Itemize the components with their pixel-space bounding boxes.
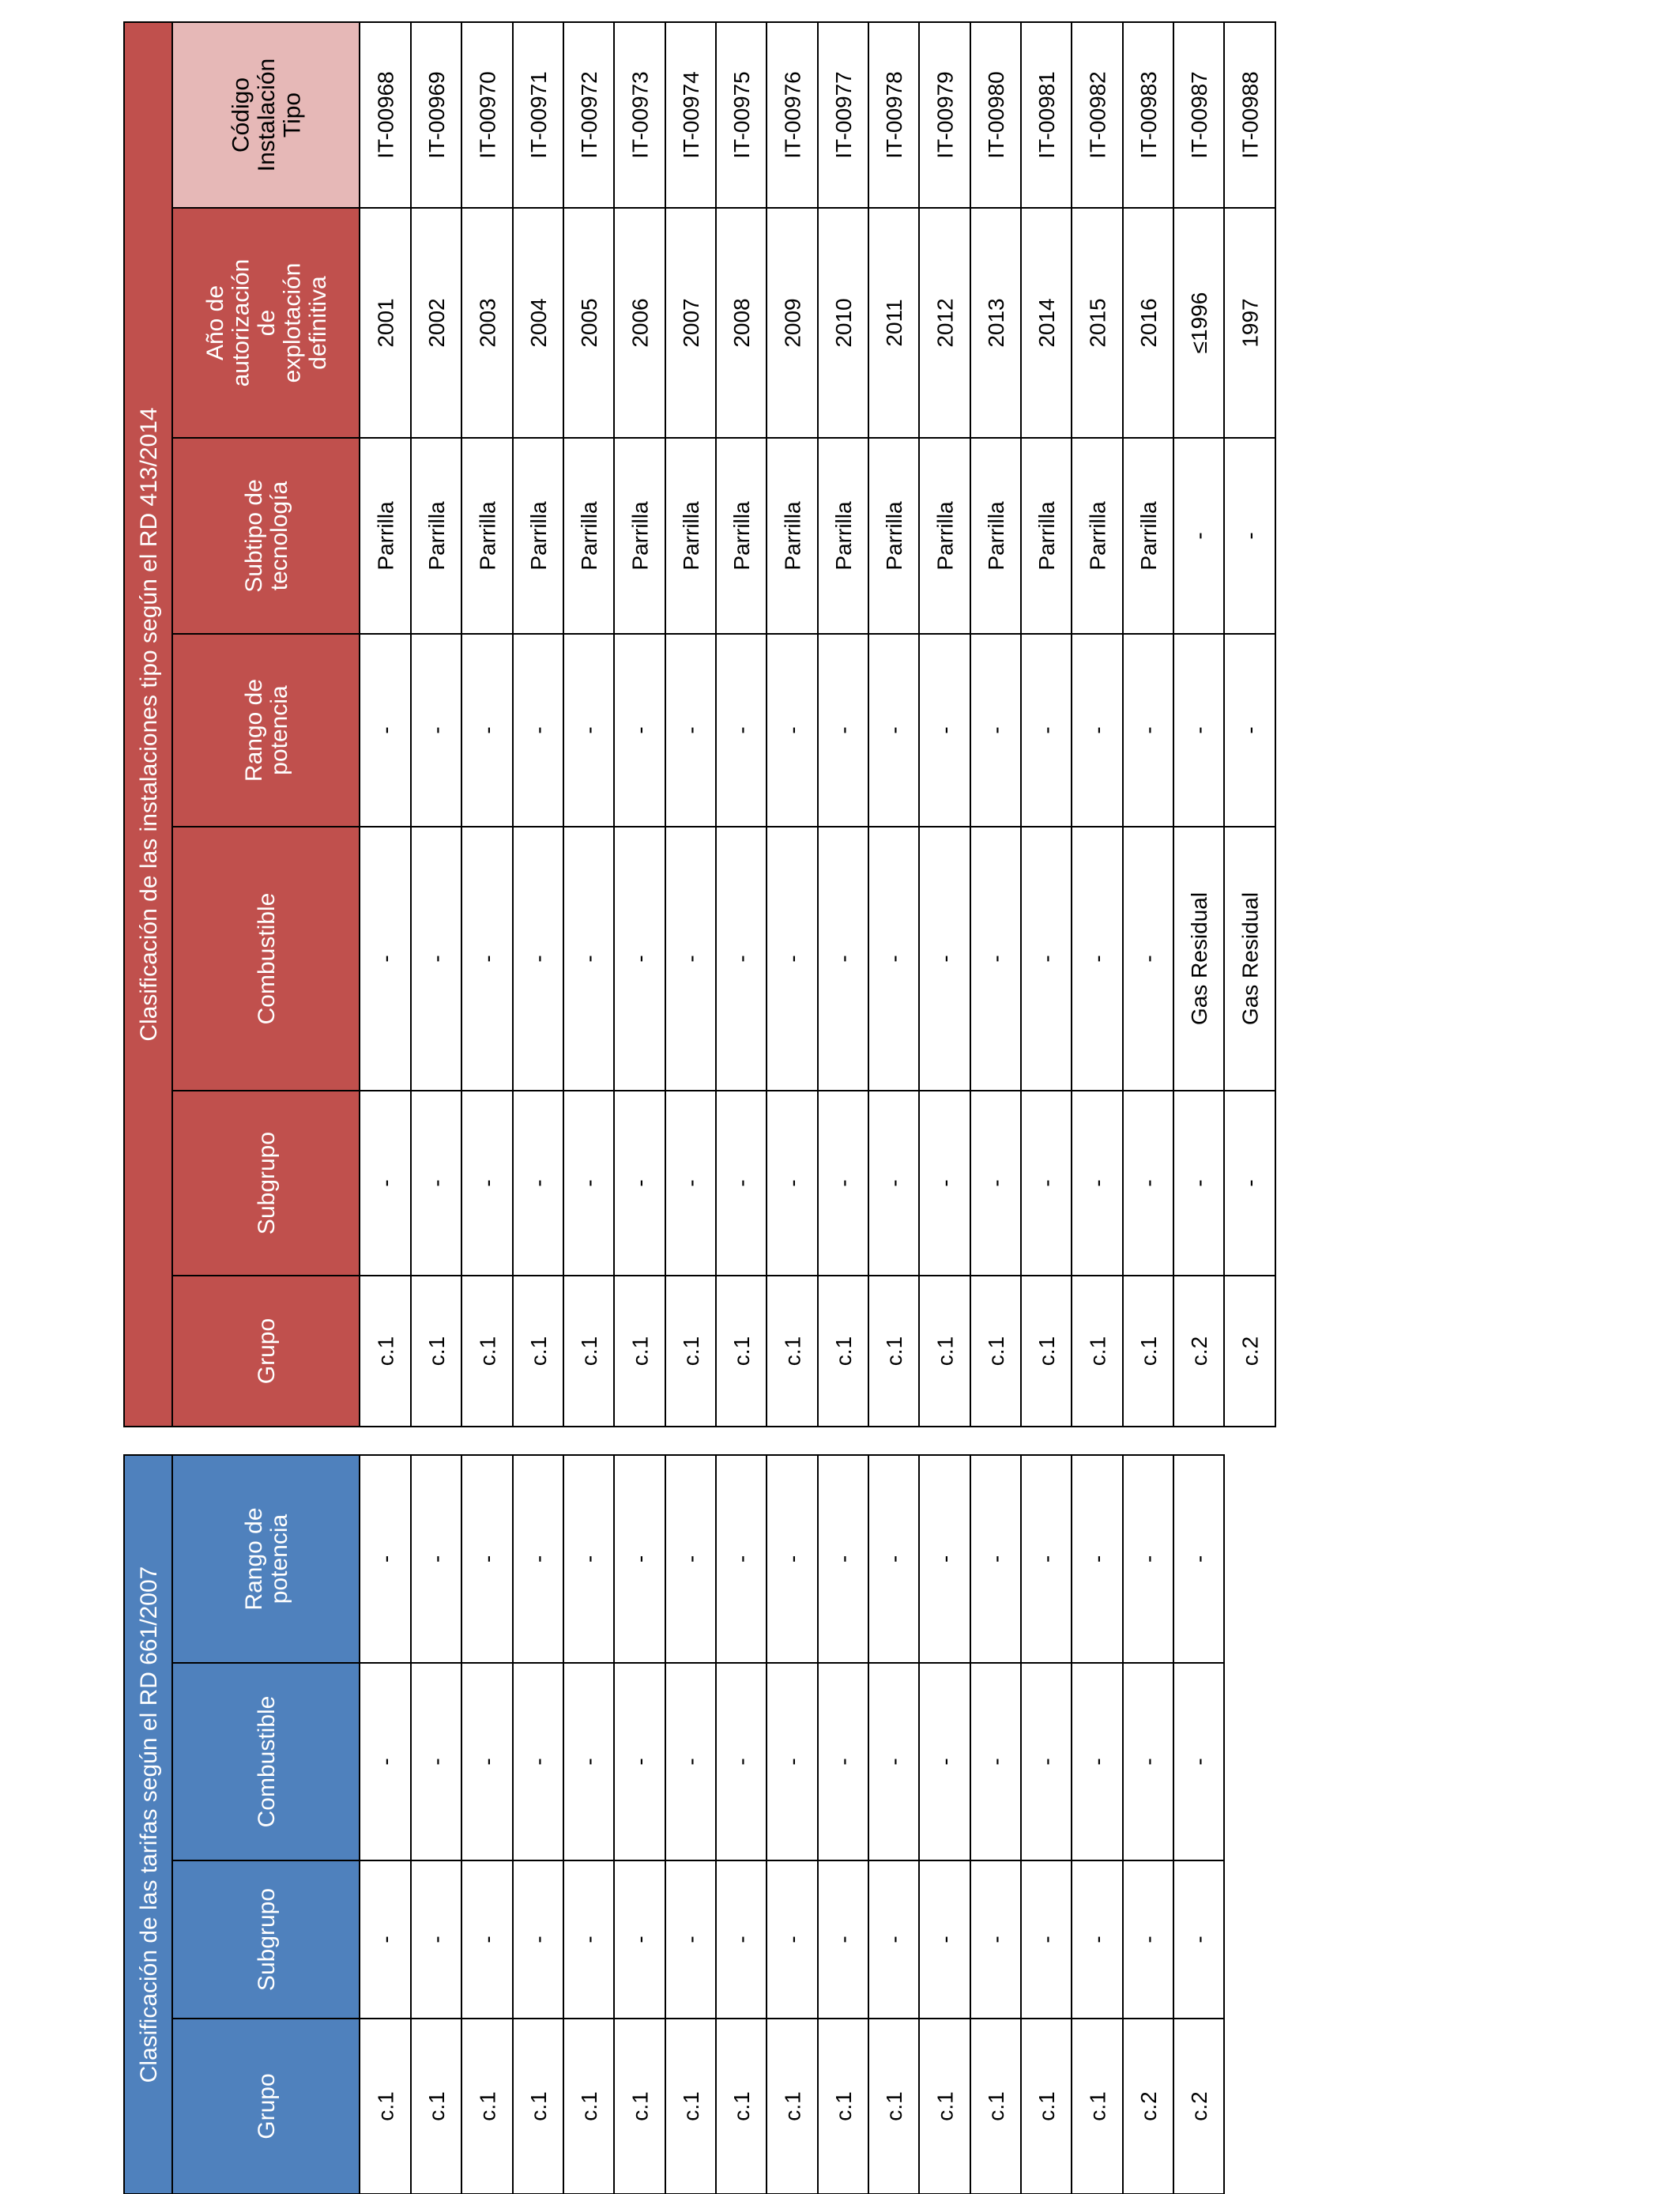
blue-table-row [1123, 1455, 1173, 2194]
red-cell-text: - [831, 726, 856, 734]
red-cell-text: - [678, 726, 703, 734]
red-table-header-6: CódigoInstalaciónTipo [228, 58, 306, 172]
blue-table-row [360, 1455, 411, 2194]
red-cell-text: - [1034, 726, 1059, 734]
blue-cell-text: - [525, 1758, 551, 1766]
red-cell-text: 2012 [932, 298, 958, 348]
red-cell-text: c.1 [983, 1336, 1008, 1367]
red-cell-text: c.1 [525, 1336, 551, 1367]
blue-table-row [716, 1455, 767, 2194]
red-table-row [411, 22, 461, 1427]
red-cell-text: IT-00983 [1136, 71, 1161, 159]
red-cell-text: IT-00980 [983, 71, 1008, 159]
red-cell-text: IT-00975 [729, 71, 754, 159]
red-table-row [1072, 22, 1123, 1427]
red-cell-text: c.1 [1136, 1336, 1161, 1367]
blue-cell-text: - [1136, 1758, 1161, 1766]
red-cell-text: - [831, 1179, 856, 1187]
red-table-row [1123, 22, 1173, 1427]
red-cell-text: IT-00974 [678, 71, 703, 159]
blue-table-row [1173, 1455, 1224, 2194]
red-cell-text: 2013 [983, 298, 1008, 348]
red-cell-text: Parrilla [576, 501, 601, 571]
blue-table-row [1072, 1455, 1123, 2194]
red-table-header-4: Subtipo detecnología [240, 479, 293, 593]
blue-cell-text: - [729, 1936, 754, 1943]
red-cell-text: IT-00973 [627, 71, 653, 159]
red-cell-text: 2016 [1136, 298, 1161, 348]
red-cell-text: - [475, 726, 500, 734]
red-cell-text: IT-00976 [780, 71, 805, 159]
blue-cell-text: - [1085, 1758, 1110, 1766]
red-cell-text: 1997 [1237, 298, 1263, 348]
red-cell-text: - [780, 955, 805, 963]
red-cell-text: - [983, 726, 1008, 734]
red-cell-text: - [525, 955, 551, 963]
red-cell-text: Parrilla [1136, 501, 1161, 571]
blue-cell-text: - [780, 1555, 805, 1563]
red-table-row [1021, 22, 1072, 1427]
blue-cell-text: c.2 [1136, 2091, 1161, 2121]
blue-cell-text: c.1 [831, 2091, 856, 2121]
blue-table-title: Clasificación de las tarifas según el RD 661/2007 [136, 1566, 162, 2083]
blue-table-row [461, 1455, 513, 2194]
red-cell-text: - [678, 955, 703, 963]
red-cell-text: - [1085, 1179, 1110, 1187]
red-cell-text: c.1 [627, 1336, 653, 1367]
red-cell-text: 2015 [1085, 298, 1110, 348]
red-cell-text: - [373, 726, 398, 734]
red-cell-text: Parrilla [881, 501, 906, 571]
red-table-row [513, 22, 563, 1427]
red-cell-text: Parrilla [729, 501, 754, 571]
red-cell-text: - [1186, 532, 1211, 540]
blue-cell-text: - [424, 1555, 449, 1563]
red-cell-text: Parrilla [678, 501, 703, 571]
blue-table-row [970, 1455, 1021, 2194]
blue-cell-text: - [729, 1555, 754, 1563]
blue-cell-text: - [881, 1936, 906, 1943]
red-cell-text: Parrilla [525, 501, 551, 571]
red-table-row [665, 22, 716, 1427]
red-cell-text: IT-00971 [525, 71, 551, 159]
blue-cell-text: c.1 [424, 2091, 449, 2121]
red-cell-text: - [627, 1179, 653, 1187]
blue-cell-text: - [424, 1936, 449, 1943]
red-cell-text: 2014 [1034, 298, 1059, 348]
red-cell-text: - [424, 726, 449, 734]
red-cell-text: - [373, 1179, 398, 1187]
tariff-classification-table-rd-661-2007 [124, 1455, 1224, 2194]
blue-cell-text: c.2 [1186, 2091, 1211, 2121]
red-cell-text: - [729, 1179, 754, 1187]
red-cell-text: - [627, 726, 653, 734]
blue-cell-text: c.1 [627, 2091, 653, 2121]
blue-cell-text: c.1 [678, 2091, 703, 2121]
blue-cell-text: - [1186, 1758, 1211, 1766]
red-cell-text: Parrilla [475, 501, 500, 571]
red-cell-text: c.1 [576, 1336, 601, 1367]
red-cell-text: - [1186, 1179, 1211, 1187]
red-cell-text: - [1186, 726, 1211, 734]
red-cell-text: Parrilla [424, 501, 449, 571]
installation-type-classification-table-rd-413-2014 [124, 22, 1275, 1427]
blue-cell-text: - [627, 1936, 653, 1943]
red-cell-text: IT-00970 [475, 71, 500, 159]
blue-cell-text: c.1 [1034, 2091, 1059, 2121]
red-cell-text: - [576, 955, 601, 963]
red-cell-text: IT-00987 [1186, 71, 1211, 159]
red-cell-text: c.2 [1186, 1336, 1211, 1367]
red-cell-text: IT-00968 [373, 71, 398, 159]
red-cell-text: - [576, 726, 601, 734]
red-cell-text: 2001 [373, 298, 398, 348]
blue-cell-text: - [881, 1758, 906, 1766]
blue-table-row [919, 1455, 970, 2194]
red-cell-text: - [932, 955, 958, 963]
red-cell-text: - [780, 726, 805, 734]
blue-cell-text: c.1 [729, 2091, 754, 2121]
red-cell-text: c.1 [1034, 1336, 1059, 1367]
blue-cell-text: - [881, 1555, 906, 1563]
red-cell-text: - [576, 1179, 601, 1187]
red-cell-text: - [932, 1179, 958, 1187]
red-cell-text: - [424, 955, 449, 963]
blue-cell-text: - [1136, 1555, 1161, 1563]
red-cell-text: - [780, 1179, 805, 1187]
blue-cell-text: - [424, 1758, 449, 1766]
blue-cell-text: - [576, 1936, 601, 1943]
blue-cell-text: - [678, 1758, 703, 1766]
red-cell-text: - [881, 726, 906, 734]
red-cell-text: - [1136, 1179, 1161, 1187]
blue-table-row [868, 1455, 919, 2194]
red-table-header-5: Año deautorizacióndeexplotacióndefinitiva [202, 258, 331, 387]
blue-table-row [818, 1455, 868, 2194]
blue-cell-text: - [525, 1555, 551, 1563]
red-cell-text: Parrilla [932, 501, 958, 571]
blue-cell-text: c.1 [1085, 2091, 1110, 2121]
blue-cell-text: - [780, 1758, 805, 1766]
red-cell-text: Gas Residual [1237, 892, 1263, 1026]
blue-cell-text: - [1034, 1758, 1059, 1766]
red-cell-text: - [1085, 726, 1110, 734]
blue-cell-text: - [576, 1555, 601, 1563]
red-cell-text: - [1237, 726, 1263, 734]
red-table-row [360, 22, 411, 1427]
red-cell-text: - [525, 726, 551, 734]
blue-cell-text: c.1 [983, 2091, 1008, 2121]
red-cell-text: 2004 [525, 298, 551, 348]
red-cell-text: - [525, 1179, 551, 1187]
blue-cell-text: - [983, 1936, 1008, 1943]
blue-cell-text: - [475, 1936, 500, 1943]
red-table-header-1: Subgrupo [254, 1131, 280, 1235]
blue-cell-text: - [983, 1555, 1008, 1563]
blue-cell-text: - [678, 1555, 703, 1563]
red-cell-text: Parrilla [780, 501, 805, 571]
blue-cell-text: c.1 [475, 2091, 500, 2121]
red-cell-text: - [627, 955, 653, 963]
red-cell-text: 2007 [678, 298, 703, 348]
red-cell-text: 2006 [627, 298, 653, 348]
red-cell-text: - [932, 726, 958, 734]
red-cell-text: - [1034, 1179, 1059, 1187]
blue-cell-text: - [1136, 1936, 1161, 1943]
red-cell-text: - [983, 1179, 1008, 1187]
red-cell-text: c.1 [881, 1336, 906, 1367]
red-cell-text: - [881, 1179, 906, 1187]
red-table-header-2: Combustible [254, 892, 280, 1025]
blue-cell-text: - [932, 1936, 958, 1943]
red-cell-text: c.1 [424, 1336, 449, 1367]
red-table-header-3: Rango depotencia [240, 678, 293, 782]
blue-table-row [563, 1455, 614, 2194]
blue-cell-text: - [576, 1758, 601, 1766]
blue-cell-text: - [831, 1758, 856, 1766]
blue-table-row [614, 1455, 665, 2194]
blue-cell-text: - [831, 1936, 856, 1943]
red-cell-text: c.1 [475, 1336, 500, 1367]
red-cell-text: - [424, 1179, 449, 1187]
blue-table-row [513, 1455, 563, 2194]
red-cell-text: - [475, 955, 500, 963]
red-cell-text: - [729, 726, 754, 734]
red-table-row [767, 22, 818, 1427]
red-cell-text: 2009 [780, 298, 805, 348]
red-cell-text: c.1 [678, 1336, 703, 1367]
red-cell-text: IT-00972 [576, 71, 601, 159]
red-cell-text: IT-00969 [424, 71, 449, 159]
red-cell-text: IT-00979 [932, 71, 958, 159]
red-cell-text: - [1085, 955, 1110, 963]
blue-cell-text: - [475, 1555, 500, 1563]
red-cell-text: Gas Residual [1186, 892, 1211, 1026]
red-cell-text: 2005 [576, 298, 601, 348]
blue-cell-text: - [373, 1758, 398, 1766]
red-cell-text: Parrilla [831, 501, 856, 571]
red-table-title: Clasificación de las instalaciones tipo según el RD 413/2014 [136, 407, 162, 1042]
blue-cell-text: c.1 [373, 2091, 398, 2121]
red-cell-text: c.1 [729, 1336, 754, 1367]
blue-table-header-0: Grupo [254, 2073, 280, 2139]
blue-cell-text: - [1186, 1936, 1211, 1943]
blue-cell-text: - [1034, 1555, 1059, 1563]
red-table-row [919, 22, 970, 1427]
blue-table-header-2: Combustible [254, 1695, 280, 1828]
blue-cell-text: - [627, 1555, 653, 1563]
blue-table-header-1: Subgrupo [254, 1887, 280, 1992]
blue-cell-text: c.1 [881, 2091, 906, 2121]
red-table-row [1173, 22, 1224, 1427]
blue-table-header-3: Rango depotencia [240, 1507, 293, 1611]
blue-cell-text: - [525, 1936, 551, 1943]
red-cell-text: ≤1996 [1186, 292, 1211, 354]
red-cell-text: c.1 [373, 1336, 398, 1367]
red-cell-text: c.1 [831, 1336, 856, 1367]
red-cell-text: IT-00978 [881, 71, 906, 159]
blue-cell-text: - [1186, 1555, 1211, 1563]
blue-cell-text: - [932, 1555, 958, 1563]
blue-table-row [411, 1455, 461, 2194]
red-cell-text: - [678, 1179, 703, 1187]
red-cell-text: 2010 [831, 298, 856, 348]
red-cell-text: - [1136, 955, 1161, 963]
blue-table-row [1021, 1455, 1072, 2194]
blue-cell-text: - [475, 1758, 500, 1766]
red-table-row [1224, 22, 1275, 1427]
red-cell-text: IT-00982 [1085, 71, 1110, 159]
red-table-row [461, 22, 513, 1427]
red-cell-text: Parrilla [983, 501, 1008, 571]
blue-cell-text: - [1085, 1936, 1110, 1943]
red-cell-text: 2011 [881, 299, 906, 347]
red-table-row [970, 22, 1021, 1427]
blue-cell-text: - [373, 1936, 398, 1943]
blue-cell-text: - [1034, 1936, 1059, 1943]
blue-table-row [665, 1455, 716, 2194]
red-cell-text: Parrilla [1085, 501, 1110, 571]
red-cell-text: Parrilla [627, 501, 653, 571]
red-cell-text: 2002 [424, 298, 449, 348]
red-cell-text: 2008 [729, 298, 754, 348]
blue-cell-text: c.1 [576, 2091, 601, 2121]
red-table-row [868, 22, 919, 1427]
blue-cell-text: - [1085, 1555, 1110, 1563]
red-table-row [614, 22, 665, 1427]
red-cell-text: Parrilla [373, 501, 398, 571]
red-cell-text: c.1 [932, 1336, 958, 1367]
red-cell-text: c.1 [1085, 1336, 1110, 1367]
red-cell-text: - [983, 955, 1008, 963]
blue-cell-text: - [932, 1758, 958, 1766]
blue-table-row [767, 1455, 818, 2194]
red-cell-text: IT-00977 [831, 71, 856, 159]
red-cell-text: - [831, 955, 856, 963]
red-cell-text: c.2 [1237, 1336, 1263, 1367]
red-table-header-0: Grupo [254, 1318, 280, 1385]
red-cell-text: IT-00981 [1034, 71, 1059, 159]
red-cell-text: - [1237, 532, 1263, 540]
blue-cell-text: c.1 [780, 2091, 805, 2121]
red-cell-text: Parrilla [1034, 501, 1059, 571]
red-cell-text: - [729, 955, 754, 963]
red-cell-text: 2003 [475, 298, 500, 348]
red-table-row [716, 22, 767, 1427]
red-table-row [818, 22, 868, 1427]
blue-cell-text: - [627, 1758, 653, 1766]
blue-cell-text: - [780, 1936, 805, 1943]
red-cell-text: - [881, 955, 906, 963]
blue-cell-text: - [373, 1555, 398, 1563]
red-cell-text: c.1 [780, 1336, 805, 1367]
blue-cell-text: c.1 [932, 2091, 958, 2121]
red-cell-text: - [1034, 955, 1059, 963]
red-cell-text: - [373, 955, 398, 963]
blue-cell-text: - [831, 1555, 856, 1563]
red-table-row [563, 22, 614, 1427]
blue-cell-text: - [678, 1936, 703, 1943]
red-cell-text: - [1136, 726, 1161, 734]
blue-cell-text: - [983, 1758, 1008, 1766]
red-cell-text: - [475, 1179, 500, 1187]
red-cell-text: - [1237, 1179, 1263, 1187]
blue-cell-text: - [729, 1758, 754, 1766]
red-cell-text: IT-00988 [1237, 71, 1263, 159]
blue-cell-text: c.1 [525, 2091, 551, 2121]
